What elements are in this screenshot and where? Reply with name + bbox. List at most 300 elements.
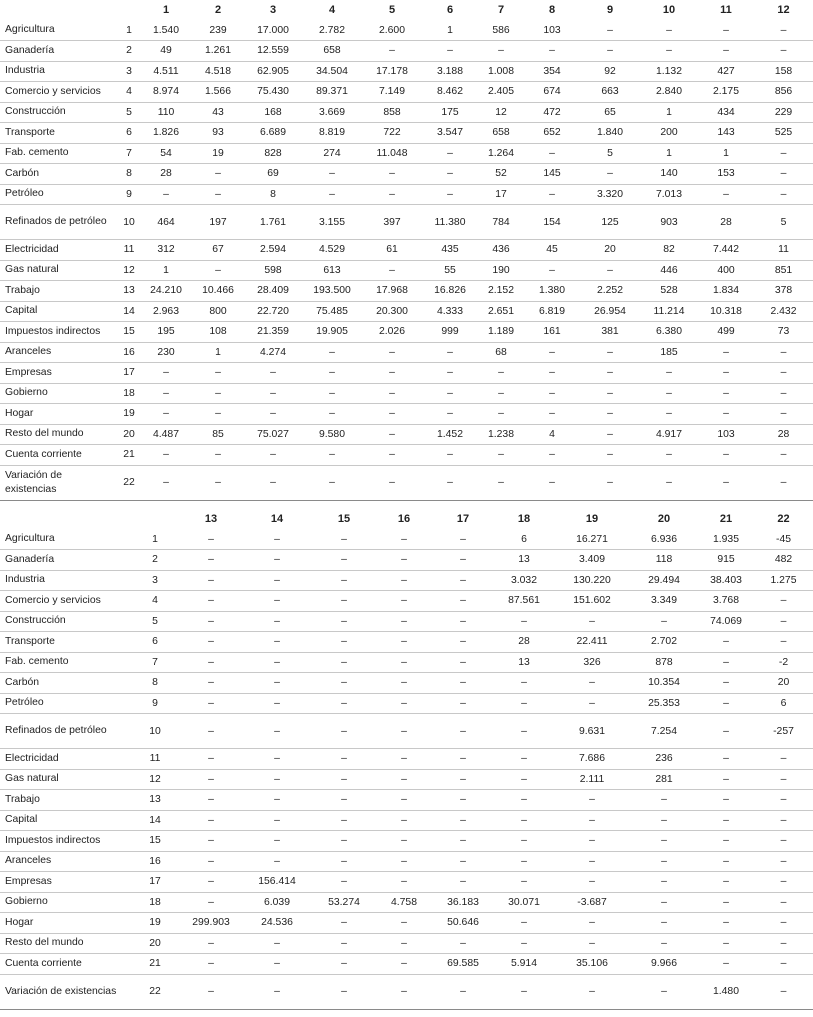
table-cell: – bbox=[630, 872, 698, 893]
table-row bbox=[0, 933, 813, 954]
table-cell: – bbox=[432, 611, 494, 632]
row-label: Hogar bbox=[0, 913, 130, 934]
table-row bbox=[0, 714, 813, 749]
table-cell: 1.761 bbox=[244, 205, 302, 240]
table-cell: – bbox=[754, 20, 813, 41]
table-cell: – bbox=[242, 831, 312, 852]
column-header: 4 bbox=[328, 4, 336, 16]
table-cell: – bbox=[630, 851, 698, 872]
table-cell: – bbox=[754, 342, 813, 363]
table-cell: – bbox=[698, 20, 754, 41]
row-label: Empresas bbox=[0, 872, 130, 893]
table-cell: – bbox=[698, 445, 754, 466]
table-cell: – bbox=[640, 445, 698, 466]
table-cell: – bbox=[376, 810, 432, 831]
table-cell: 915 bbox=[698, 550, 754, 571]
table-cell: – bbox=[362, 41, 422, 62]
table-cell: 5.914 bbox=[494, 954, 554, 975]
row-label: Refinados de petróleo bbox=[0, 714, 130, 749]
table-cell: 75.027 bbox=[244, 424, 302, 445]
table-cell: 7.254 bbox=[630, 714, 698, 749]
table-cell: – bbox=[376, 831, 432, 852]
table-cell: – bbox=[754, 363, 813, 384]
table-cell: – bbox=[580, 342, 640, 363]
row-label: Electricidad bbox=[0, 749, 130, 770]
table-cell: – bbox=[754, 954, 813, 975]
header-blank-label bbox=[0, 0, 118, 20]
row-index: 19 bbox=[130, 913, 180, 934]
table-cell: 9.966 bbox=[630, 954, 698, 975]
row-label: Impuestos indirectos bbox=[0, 322, 118, 343]
row-index: 21 bbox=[130, 954, 180, 975]
table-cell: 197 bbox=[192, 205, 244, 240]
table-cell: 49 bbox=[140, 41, 192, 62]
table-cell: – bbox=[432, 810, 494, 831]
row-label: Trabajo bbox=[0, 281, 118, 302]
table-cell: – bbox=[192, 164, 244, 185]
table-cell: 38.403 bbox=[698, 570, 754, 591]
table-row bbox=[0, 123, 813, 144]
row-label: Hogar bbox=[0, 404, 118, 425]
table-cell: – bbox=[494, 693, 554, 714]
table-cell: – bbox=[302, 465, 362, 500]
table-cell: 11.380 bbox=[422, 205, 478, 240]
row-index: 9 bbox=[130, 693, 180, 714]
table-cell: 378 bbox=[754, 281, 813, 302]
table-cell: – bbox=[754, 591, 813, 612]
table-cell: – bbox=[192, 363, 244, 384]
table-cell: – bbox=[580, 20, 640, 41]
table-cell: – bbox=[242, 954, 312, 975]
table-cell: – bbox=[494, 611, 554, 632]
table-cell: – bbox=[698, 714, 754, 749]
table-cell: 6.819 bbox=[524, 301, 580, 322]
row-label: Fab. cemento bbox=[0, 143, 118, 164]
row-index: 11 bbox=[130, 749, 180, 770]
table-cell: – bbox=[422, 383, 478, 404]
table-cell: 16.826 bbox=[422, 281, 478, 302]
table-cell: 145 bbox=[524, 164, 580, 185]
table-cell: 28 bbox=[494, 632, 554, 653]
table-cell: 2.252 bbox=[580, 281, 640, 302]
table-cell: – bbox=[698, 913, 754, 934]
table-cell: 7.686 bbox=[554, 749, 630, 770]
table-cell: – bbox=[494, 769, 554, 790]
table-row bbox=[0, 404, 813, 425]
table-cell: – bbox=[244, 445, 302, 466]
table-cell: – bbox=[312, 550, 376, 571]
table-cell: – bbox=[580, 383, 640, 404]
row-index: 3 bbox=[130, 570, 180, 591]
table-cell: 3.349 bbox=[630, 591, 698, 612]
table-cell: – bbox=[242, 769, 312, 790]
table-cell: 903 bbox=[640, 205, 698, 240]
table-cell: – bbox=[494, 974, 554, 1009]
table-cell: 89.371 bbox=[302, 82, 362, 103]
table-cell: 185 bbox=[640, 342, 698, 363]
table-cell: 25.353 bbox=[630, 693, 698, 714]
table-cell: 103 bbox=[698, 424, 754, 445]
table-cell: – bbox=[754, 872, 813, 893]
table-cell: – bbox=[376, 652, 432, 673]
table-cell: – bbox=[698, 851, 754, 872]
table-cell: 4.529 bbox=[302, 240, 362, 261]
table-cell: 73 bbox=[754, 322, 813, 343]
table-cell: – bbox=[180, 570, 242, 591]
table-cell: – bbox=[242, 749, 312, 770]
table-cell: – bbox=[376, 954, 432, 975]
table-cell: – bbox=[754, 831, 813, 852]
table-cell: – bbox=[244, 383, 302, 404]
row-label: Carbón bbox=[0, 164, 118, 185]
table-cell: 2.702 bbox=[630, 632, 698, 653]
table-cell: – bbox=[180, 974, 242, 1009]
table-cell: 67 bbox=[192, 240, 244, 261]
table-cell: – bbox=[180, 872, 242, 893]
table-cell: 1 bbox=[698, 143, 754, 164]
table-cell: 130.220 bbox=[554, 570, 630, 591]
row-index: 4 bbox=[118, 82, 140, 103]
table-cell: – bbox=[554, 673, 630, 694]
table-row bbox=[0, 611, 813, 632]
table-cell: – bbox=[754, 465, 813, 500]
table-cell: 11 bbox=[754, 240, 813, 261]
table-cell: – bbox=[362, 363, 422, 384]
table-cell: 10.354 bbox=[630, 673, 698, 694]
row-label: Gobierno bbox=[0, 892, 130, 913]
table-cell: 28 bbox=[140, 164, 192, 185]
table-cell: – bbox=[180, 851, 242, 872]
table-cell: – bbox=[376, 851, 432, 872]
table-cell: 193.500 bbox=[302, 281, 362, 302]
table-cell: 397 bbox=[362, 205, 422, 240]
table-cell: 1.834 bbox=[698, 281, 754, 302]
table-cell: – bbox=[180, 632, 242, 653]
table-cell: – bbox=[180, 892, 242, 913]
table-cell: 65 bbox=[580, 102, 640, 123]
table-cell: – bbox=[554, 810, 630, 831]
table-cell: 151.602 bbox=[554, 591, 630, 612]
table-cell: 7.013 bbox=[640, 184, 698, 205]
table-cell: – bbox=[478, 383, 524, 404]
table-cell: – bbox=[478, 41, 524, 62]
row-index: 13 bbox=[130, 790, 180, 811]
table-cell: – bbox=[554, 831, 630, 852]
table-cell: – bbox=[698, 41, 754, 62]
table-cell: 17.968 bbox=[362, 281, 422, 302]
row-index: 16 bbox=[130, 851, 180, 872]
table-row bbox=[0, 20, 813, 41]
table-cell: – bbox=[140, 363, 192, 384]
row-label: Transporte bbox=[0, 632, 130, 653]
table-row bbox=[0, 301, 813, 322]
table-row bbox=[0, 164, 813, 185]
table-cell: – bbox=[698, 342, 754, 363]
table-cell: 1 bbox=[192, 342, 244, 363]
table-cell: – bbox=[302, 383, 362, 404]
table-cell: – bbox=[432, 693, 494, 714]
table-cell: – bbox=[302, 363, 362, 384]
table-cell: – bbox=[180, 714, 242, 749]
table-cell: – bbox=[312, 591, 376, 612]
table-cell: – bbox=[376, 550, 432, 571]
row-label: Variación de existencias bbox=[0, 465, 118, 500]
table-cell: – bbox=[192, 260, 244, 281]
table-cell: – bbox=[754, 851, 813, 872]
table-cell: 30.071 bbox=[494, 892, 554, 913]
table-cell: – bbox=[192, 465, 244, 500]
header-blank-label bbox=[0, 509, 130, 529]
table-cell: – bbox=[554, 872, 630, 893]
table-row bbox=[0, 322, 813, 343]
table-cell: 613 bbox=[302, 260, 362, 281]
table-cell: 674 bbox=[524, 82, 580, 103]
table-cell: 35.106 bbox=[554, 954, 630, 975]
table-cell: 20 bbox=[580, 240, 640, 261]
table-cell: – bbox=[180, 790, 242, 811]
column-header: 6 bbox=[446, 4, 454, 16]
table-cell: 22.411 bbox=[554, 632, 630, 653]
table-cell: – bbox=[698, 790, 754, 811]
table-cell: – bbox=[432, 673, 494, 694]
table-cell: 75.430 bbox=[244, 82, 302, 103]
table-cell: 82 bbox=[640, 240, 698, 261]
table-cell: – bbox=[630, 790, 698, 811]
table-cell: – bbox=[524, 41, 580, 62]
table-cell: – bbox=[312, 529, 376, 550]
table-cell: 299.903 bbox=[180, 913, 242, 934]
row-label: Aranceles bbox=[0, 342, 118, 363]
row-index: 20 bbox=[118, 424, 140, 445]
column-header-row bbox=[0, 0, 813, 20]
table-row bbox=[0, 143, 813, 164]
table-cell: – bbox=[432, 570, 494, 591]
table-cell: – bbox=[242, 632, 312, 653]
table-cell: 28 bbox=[754, 424, 813, 445]
table-cell: – bbox=[376, 749, 432, 770]
table-cell: – bbox=[640, 363, 698, 384]
table-cell: 156.414 bbox=[242, 872, 312, 893]
table-cell: – bbox=[554, 611, 630, 632]
table-cell: 168 bbox=[244, 102, 302, 123]
row-label: Empresas bbox=[0, 363, 118, 384]
table-cell: 55 bbox=[422, 260, 478, 281]
row-label: Electricidad bbox=[0, 240, 118, 261]
table-cell: – bbox=[242, 790, 312, 811]
sam-table-part-2 bbox=[0, 509, 813, 1010]
column-header: 13 bbox=[204, 513, 218, 525]
table-cell: 53.274 bbox=[312, 892, 376, 913]
table-row bbox=[0, 693, 813, 714]
table-cell: – bbox=[698, 872, 754, 893]
table-cell: – bbox=[478, 363, 524, 384]
column-header: 11 bbox=[720, 4, 732, 16]
table-cell: 1.566 bbox=[192, 82, 244, 103]
row-label: Industria bbox=[0, 61, 118, 82]
table-cell: 108 bbox=[192, 322, 244, 343]
table-cell: – bbox=[754, 164, 813, 185]
table-cell: 6.936 bbox=[630, 529, 698, 550]
table-row bbox=[0, 790, 813, 811]
table-cell: 2.651 bbox=[478, 301, 524, 322]
table-cell: -45 bbox=[754, 529, 813, 550]
table-cell: 499 bbox=[698, 322, 754, 343]
table-cell: – bbox=[180, 550, 242, 571]
table-cell: 2.175 bbox=[698, 82, 754, 103]
table-cell: – bbox=[244, 465, 302, 500]
table-cell: 118 bbox=[630, 550, 698, 571]
table-row bbox=[0, 102, 813, 123]
table-cell: – bbox=[180, 810, 242, 831]
table-cell: 1.826 bbox=[140, 123, 192, 144]
column-header: 7 bbox=[497, 4, 505, 16]
table-cell: 434 bbox=[698, 102, 754, 123]
table-cell: 2.594 bbox=[244, 240, 302, 261]
table-cell: – bbox=[698, 810, 754, 831]
table-cell: 663 bbox=[580, 82, 640, 103]
table-cell: 1.238 bbox=[478, 424, 524, 445]
row-label: Construcción bbox=[0, 102, 118, 123]
table-row bbox=[0, 82, 813, 103]
row-index: 5 bbox=[130, 611, 180, 632]
table-cell: 2.782 bbox=[302, 20, 362, 41]
table-cell: 8.462 bbox=[422, 82, 478, 103]
column-header: 12 bbox=[777, 4, 790, 16]
table-cell: – bbox=[754, 810, 813, 831]
table-cell: – bbox=[362, 445, 422, 466]
table-cell: – bbox=[524, 383, 580, 404]
table-cell: 400 bbox=[698, 260, 754, 281]
table-cell: 1.008 bbox=[478, 61, 524, 82]
table-cell: – bbox=[478, 465, 524, 500]
table-cell: – bbox=[432, 591, 494, 612]
table-cell: – bbox=[554, 913, 630, 934]
column-header: 9 bbox=[606, 4, 614, 16]
table-cell: – bbox=[698, 404, 754, 425]
row-index: 10 bbox=[130, 714, 180, 749]
table-cell: – bbox=[376, 570, 432, 591]
table-cell: – bbox=[494, 810, 554, 831]
table-cell: – bbox=[580, 424, 640, 445]
table-cell: – bbox=[242, 529, 312, 550]
table-cell: 525 bbox=[754, 123, 813, 144]
table-row bbox=[0, 424, 813, 445]
table-cell: – bbox=[432, 529, 494, 550]
row-index: 1 bbox=[130, 529, 180, 550]
table-cell: 28.409 bbox=[244, 281, 302, 302]
table-cell: 69 bbox=[244, 164, 302, 185]
table-cell: 229 bbox=[754, 102, 813, 123]
row-label: Gas natural bbox=[0, 260, 118, 281]
row-index: 22 bbox=[118, 465, 140, 500]
table-cell: – bbox=[180, 954, 242, 975]
table-cell: – bbox=[554, 693, 630, 714]
table-cell: 12.559 bbox=[244, 41, 302, 62]
table-cell: 2.111 bbox=[554, 769, 630, 790]
table-cell: 20.300 bbox=[362, 301, 422, 322]
table-cell: – bbox=[180, 591, 242, 612]
row-label: Ganadería bbox=[0, 41, 118, 62]
table-cell: 61 bbox=[362, 240, 422, 261]
table-cell: 92 bbox=[580, 61, 640, 82]
table-cell: 75.485 bbox=[302, 301, 362, 322]
table-row bbox=[0, 550, 813, 571]
table-cell: – bbox=[754, 892, 813, 913]
table-cell: 17.000 bbox=[244, 20, 302, 41]
table-cell: – bbox=[524, 342, 580, 363]
table-cell: – bbox=[754, 143, 813, 164]
table-cell: 5 bbox=[580, 143, 640, 164]
table-cell: 236 bbox=[630, 749, 698, 770]
table-cell: – bbox=[140, 383, 192, 404]
row-index: 12 bbox=[118, 260, 140, 281]
table-cell: – bbox=[242, 693, 312, 714]
table-cell: – bbox=[494, 933, 554, 954]
table-cell: – bbox=[754, 445, 813, 466]
table-cell: 190 bbox=[478, 260, 524, 281]
table-cell: – bbox=[376, 933, 432, 954]
table-cell: 851 bbox=[754, 260, 813, 281]
table-cell: – bbox=[312, 790, 376, 811]
table-cell: 26.954 bbox=[580, 301, 640, 322]
table-cell: 435 bbox=[422, 240, 478, 261]
table-cell: 1.261 bbox=[192, 41, 244, 62]
row-label: Resto del mundo bbox=[0, 933, 130, 954]
row-index: 8 bbox=[130, 673, 180, 694]
table-cell: 3.032 bbox=[494, 570, 554, 591]
table-cell: 54 bbox=[140, 143, 192, 164]
table-cell: -257 bbox=[754, 714, 813, 749]
row-label: Carbón bbox=[0, 673, 130, 694]
table-cell: – bbox=[242, 810, 312, 831]
table-cell: – bbox=[180, 749, 242, 770]
row-index: 7 bbox=[130, 652, 180, 673]
table-cell: 36.183 bbox=[432, 892, 494, 913]
table-row bbox=[0, 205, 813, 240]
table-cell: – bbox=[244, 404, 302, 425]
table-cell: 17 bbox=[478, 184, 524, 205]
table-cell: – bbox=[422, 41, 478, 62]
row-index: 11 bbox=[118, 240, 140, 261]
table-cell: 3.188 bbox=[422, 61, 478, 82]
table-cell: – bbox=[640, 404, 698, 425]
row-index: 5 bbox=[118, 102, 140, 123]
table-cell: 464 bbox=[140, 205, 192, 240]
table-cell: 1.840 bbox=[580, 123, 640, 144]
table-cell: 7.149 bbox=[362, 82, 422, 103]
table-cell: 24.210 bbox=[140, 281, 192, 302]
row-label: Fab. cemento bbox=[0, 652, 130, 673]
table-cell: 175 bbox=[422, 102, 478, 123]
column-header: 22 bbox=[777, 513, 790, 525]
table-cell: – bbox=[630, 611, 698, 632]
table-cell: – bbox=[698, 652, 754, 673]
sam-table-part-1 bbox=[0, 0, 813, 501]
table-cell: – bbox=[432, 790, 494, 811]
table-body bbox=[0, 20, 813, 500]
table-cell: – bbox=[432, 749, 494, 770]
column-header: 1 bbox=[162, 4, 170, 16]
table-cell: – bbox=[312, 954, 376, 975]
table-cell: 598 bbox=[244, 260, 302, 281]
table-cell: 4 bbox=[524, 424, 580, 445]
table-cell: – bbox=[630, 892, 698, 913]
table-cell: – bbox=[422, 342, 478, 363]
table-cell: – bbox=[422, 164, 478, 185]
row-label: Construcción bbox=[0, 611, 130, 632]
row-index: 9 bbox=[118, 184, 140, 205]
row-index: 8 bbox=[118, 164, 140, 185]
